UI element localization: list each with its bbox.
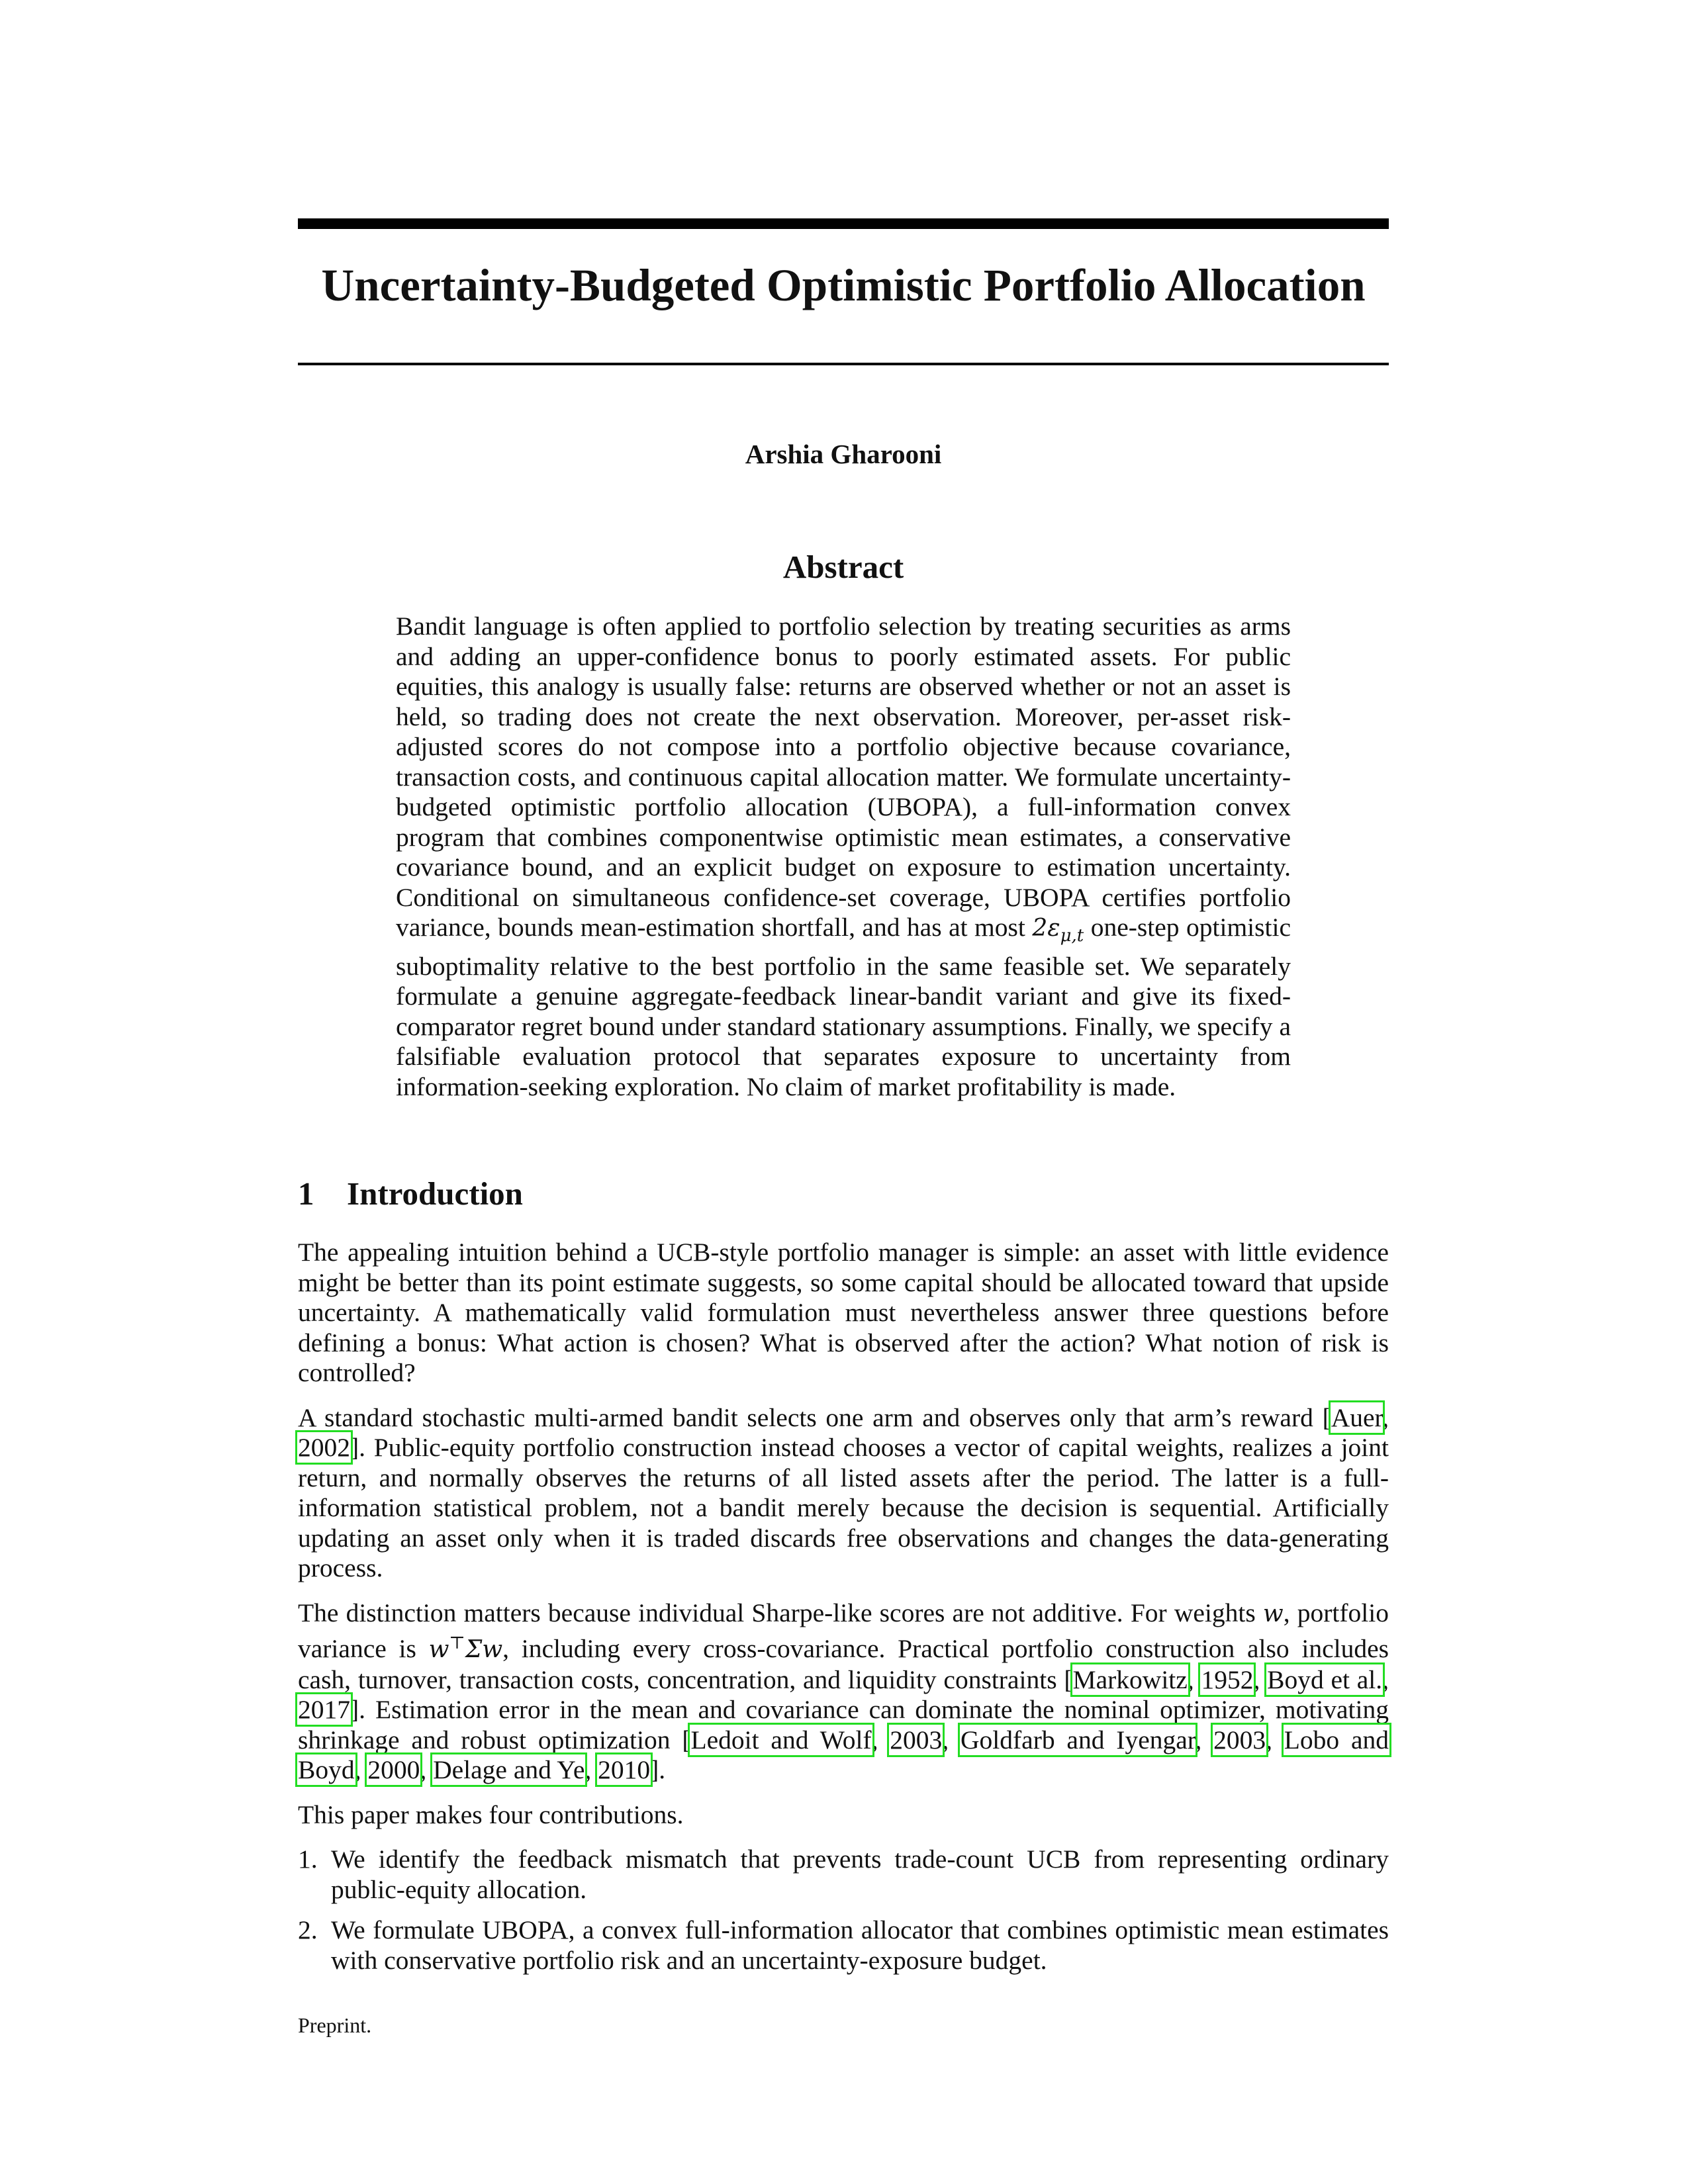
section-number: 1 <box>298 1175 314 1212</box>
abstract-math-bound: $2\varepsilon_{\mu,t}$ <box>1032 915 1084 946</box>
citation-ledoit-year[interactable]: 2003 <box>890 1725 943 1754</box>
math-w: w <box>1262 1600 1284 1627</box>
citation-goldfarb-year[interactable]: 2003 <box>1213 1725 1266 1754</box>
intro-paragraph-3: The distinction matters because individual Sharpe-like scores are not additive. For weights w, portfolio variance is w⊤Σw, including every cross-covariance. Practical portfolio construction also includes cash, turnover, transaction costs, concentration, and liquidity constraints [Markowitz, 1952, Boyd et al., 2017]. Estimation error in the mean and covariance can dominate the nominal optimizer, motivating shrinkage and robust optimization [Ledoit and Wolf, 2003, Goldfarb and Iyengar, 2003, Lobo and Boyd, 2000, Delage and Ye, 2010]. <box>298 1598 1389 1784</box>
citation-boyd-year[interactable]: 2017 <box>298 1695 350 1724</box>
title-bottom-rule <box>298 363 1389 365</box>
citation-delage-year[interactable]: 2010 <box>598 1755 651 1784</box>
intro-paragraph-4: This paper makes four contributions. <box>298 1799 684 1829</box>
citation-ledoit[interactable]: Ledoit and Wolf <box>690 1725 872 1754</box>
footer-preprint: Preprint. <box>298 2013 372 2037</box>
citation-markowitz-year[interactable]: 1952 <box>1201 1664 1254 1694</box>
intro-paragraph-1: The appealing intuition behind a UCB-style portfolio manager is simple: an asset with little evidence might be better than its point estimate suggests, so some capital should be allocated toward that upside uncertainty. A mathematically valid formulation must nevertheless answer three questions before defining a bonus: What action is chosen? What is observed after the action? What notion of risk is controlled? <box>298 1238 1389 1387</box>
contribution-text: We formulate UBOPA, a convex full-information allocator that combines optimistic mean estimates with conservative portfolio risk and an uncertainty-exposure budget. <box>331 1915 1389 1975</box>
contributions-list <box>298 1844 1389 1976</box>
citation-auer[interactable]: Auer <box>1331 1402 1383 1432</box>
contribution-text: We identify the feedback mismatch that prevents trade-count UCB from representing ordinary public-equity allocation. <box>331 1844 1389 1904</box>
abstract-heading: Abstract <box>782 549 904 585</box>
author-name: Arshia Gharooni <box>745 439 942 469</box>
title-top-rule <box>298 218 1389 229</box>
abstract-text <box>396 612 1291 1102</box>
citation-goldfarb[interactable]: Goldfarb and Iyengar <box>961 1725 1196 1754</box>
math-portfolio-variance: w⊤Σw <box>428 1633 503 1663</box>
abstract-part-2: one-step optimistic suboptimality relative to the best portfolio in the same feasible set. We separately formulate a genuine aggregate-feedback linear-bandit variant and give its fixed-comparator regret bound under standard stationary assumptions. Finally, we specify a falsifiable evaluation protocol that separates exposure to uncertainty from information-seeking exploration. No claim of market profitability is made. <box>396 913 1291 1101</box>
introduction-body <box>298 1238 1389 1986</box>
citation-boyd[interactable]: Boyd et al. <box>1267 1664 1383 1694</box>
section-heading-introduction <box>298 1175 523 1212</box>
contribution-item <box>298 1844 1389 1905</box>
abstract-part-1: Bandit language is often applied to portfolio selection by treating securities as arms and adding an upper-confidence bonus to poorly estimated assets. For public equities, this analogy is usually false: returns are observed whether or not an asset is held, so trading does not create the next observation. Moreover, per-asset risk-adjusted scores do not compose into a portfolio objective because covariance, transaction costs, and continuous capital allocation matter. We formulate uncertainty-budgeted optimistic portfolio allocation (UBOPA), a full-information convex program that combines componentwise optimistic mean estimates, a conservative covariance bound, and an explicit budget on exposure to estimation uncertainty. Conditional on simultaneous confidence-set coverage, UBOPA certifies portfolio variance, bounds mean-estimation shortfall, and has at most <box>396 612 1291 942</box>
section-title: Introduction <box>347 1175 523 1212</box>
citation-markowitz[interactable]: Markowitz <box>1072 1664 1188 1694</box>
contribution-number: 1. <box>298 1844 318 1874</box>
contribution-number: 2. <box>298 1915 318 1944</box>
citation-lobo[interactable]: Lobo and Boyd <box>298 1725 1389 1784</box>
citation-lobo-year[interactable]: 2000 <box>367 1755 420 1784</box>
paper-title: Uncertainty-Budgeted Optimistic Portfolio Allocation <box>321 260 1366 310</box>
citation-delage[interactable]: Delage and Ye <box>433 1755 585 1784</box>
intro-paragraph-2: A standard stochastic multi-armed bandit selects one arm and observes only that arm’s reward [Auer, 2002]. Public-equity portfolio construction instead chooses a vector of capital weights, realizes a joint return, and normally observes the returns of all listed assets after the period. The latter is a full-information statistical problem, not a bandit merely because the decision is sequential. Artificially updating an asset only when it is traded discards free observations and changes the data-generating process. <box>298 1402 1389 1582</box>
citation-auer-year[interactable]: 2002 <box>298 1433 350 1462</box>
contribution-item <box>298 1915 1389 1976</box>
